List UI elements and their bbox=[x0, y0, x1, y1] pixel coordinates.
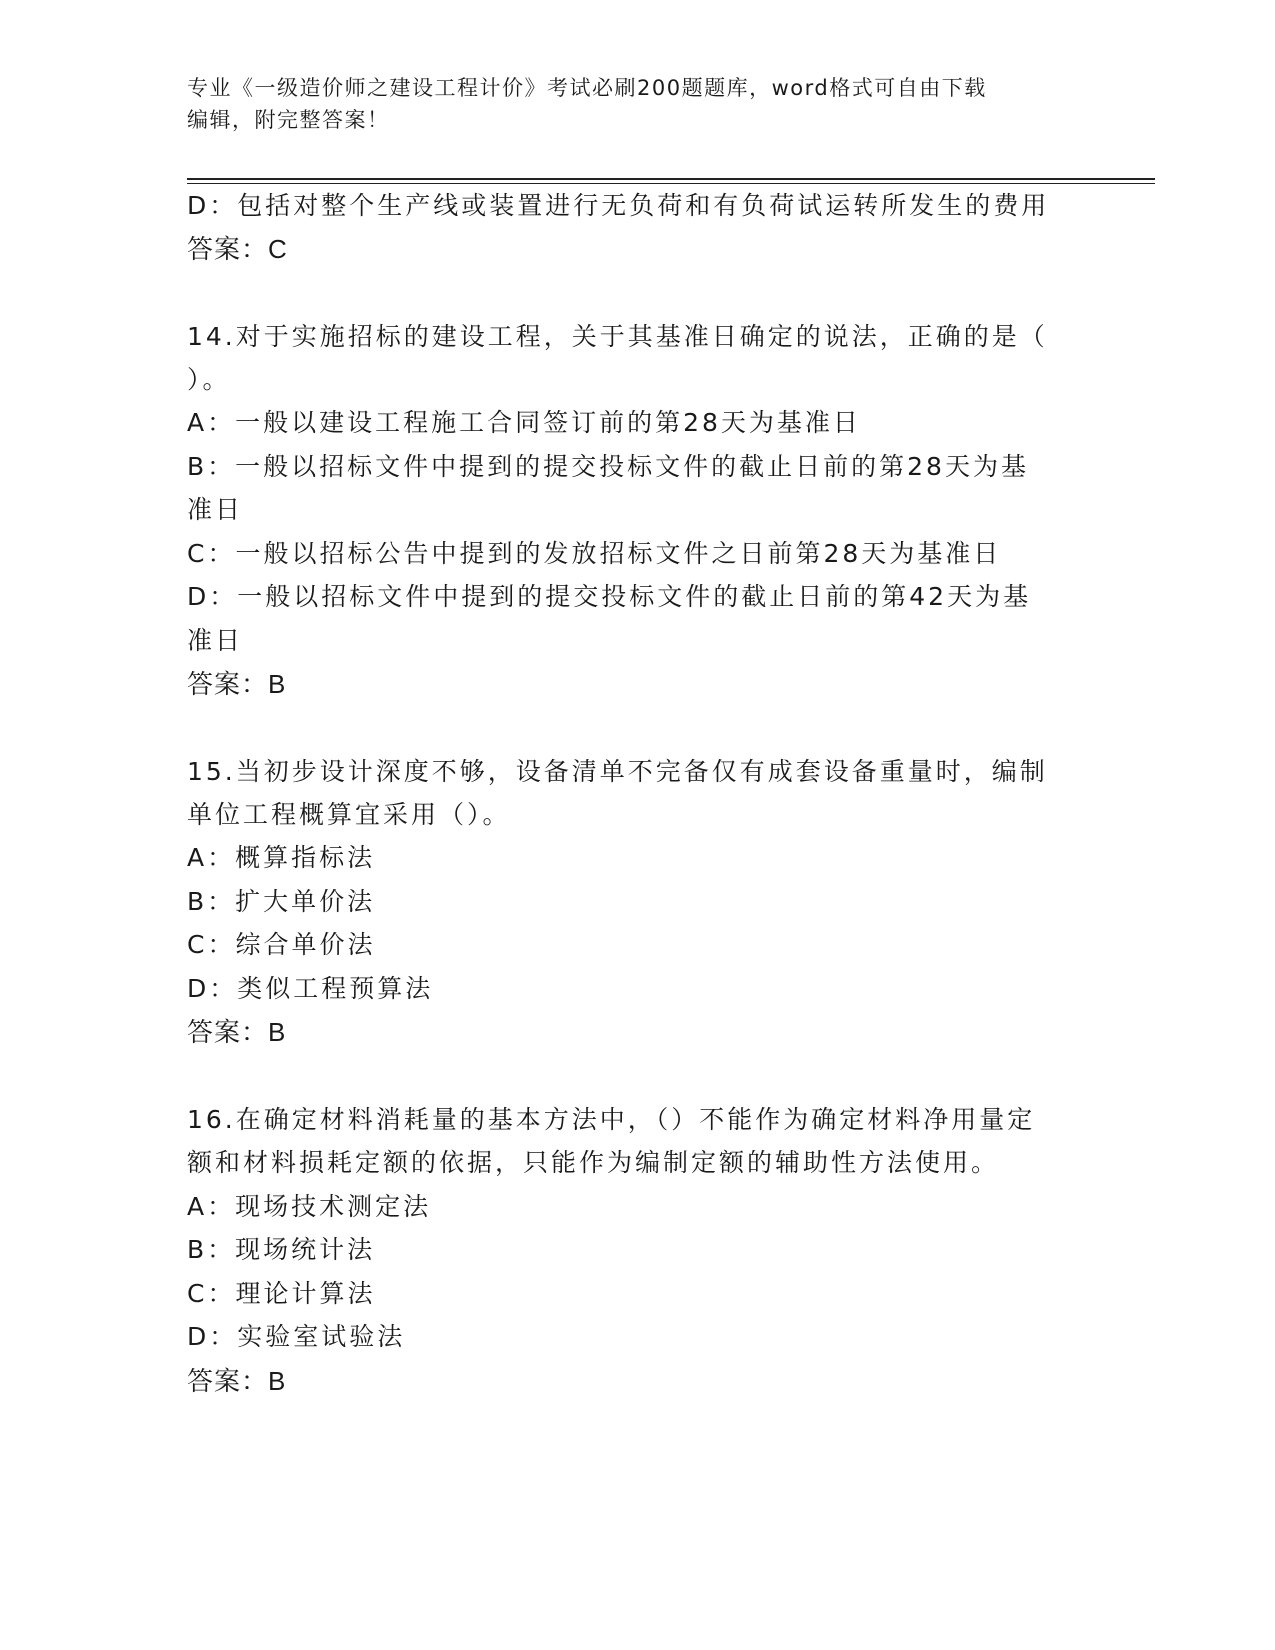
q14-option-b-line-2: 准日 bbox=[187, 495, 244, 524]
answer-value: C bbox=[268, 234, 288, 264]
q14-stem-line-2: ）。 bbox=[187, 365, 231, 394]
answer-value: B bbox=[268, 1017, 287, 1047]
answer-value: B bbox=[268, 1366, 287, 1396]
answer-value: B bbox=[268, 669, 287, 699]
header-title-line-1: 专业《一级造价师之建设工程计价》考试必刷200题题库，word格式可自由下载 bbox=[187, 76, 987, 100]
prev-option-d: D：包括对整个生产线或装置进行无负荷和有负荷试运转所发生的费用 bbox=[187, 191, 1050, 220]
answer-label: 答案： bbox=[187, 1366, 269, 1396]
answer-label: 答案： bbox=[187, 669, 269, 699]
q15-answer bbox=[187, 1009, 1087, 1056]
q14-option-d-line-2: 准日 bbox=[187, 626, 244, 655]
q15-option-d: D：类似工程预算法 bbox=[187, 974, 434, 1003]
q14-option-a: A：一般以建设工程施工合同签订前的第28天为基准日 bbox=[187, 408, 861, 437]
header-title-line-2: 编辑，附完整答案！ bbox=[187, 108, 390, 132]
q16-option-c: C：理论计算法 bbox=[187, 1279, 376, 1308]
answer-label: 答案： bbox=[187, 1017, 269, 1047]
q15-option-c: C：综合单价法 bbox=[187, 930, 376, 959]
prev-answer bbox=[187, 226, 1087, 273]
q14-stem-line-1: 14.对于实施招标的建设工程，关于其基准日确定的说法，正确的是（ bbox=[187, 322, 1048, 351]
q15-stem-line-1: 15.当初步设计深度不够，设备清单不完备仅有成套设备重量时，编制 bbox=[187, 757, 1048, 786]
q15-option-a: A：概算指标法 bbox=[187, 843, 376, 872]
q16-option-d: D：实验室试验法 bbox=[187, 1322, 406, 1351]
q16-stem-line-2: 额和材料损耗定额的依据，只能作为编制定额的辅助性方法使用。 bbox=[187, 1148, 1000, 1177]
header-divider-thick bbox=[187, 178, 1155, 180]
q14-answer bbox=[187, 661, 1087, 708]
q15-option-b: B：扩大单价法 bbox=[187, 887, 376, 916]
q15-stem-line-2: 单位工程概算宜采用（）。 bbox=[187, 800, 511, 829]
q14-option-c: C：一般以招标公告中提到的发放招标文件之日前第28天为基准日 bbox=[187, 539, 1002, 568]
answer-label: 答案： bbox=[187, 234, 269, 264]
q16-stem-line-1: 16.在确定材料消耗量的基本方法中，（）不能作为确定材料净用量定 bbox=[187, 1105, 1036, 1134]
q16-answer bbox=[187, 1358, 1087, 1405]
q16-option-a: A：现场技术测定法 bbox=[187, 1192, 432, 1221]
q14-option-b-line-1: B：一般以招标文件中提到的提交投标文件的截止日前的第28天为基 bbox=[187, 452, 1029, 481]
q16-option-b: B：现场统计法 bbox=[187, 1235, 376, 1264]
q14-option-d-line-1: D：一般以招标文件中提到的提交投标文件的截止日前的第42天为基 bbox=[187, 582, 1032, 611]
document-header bbox=[187, 72, 1067, 136]
